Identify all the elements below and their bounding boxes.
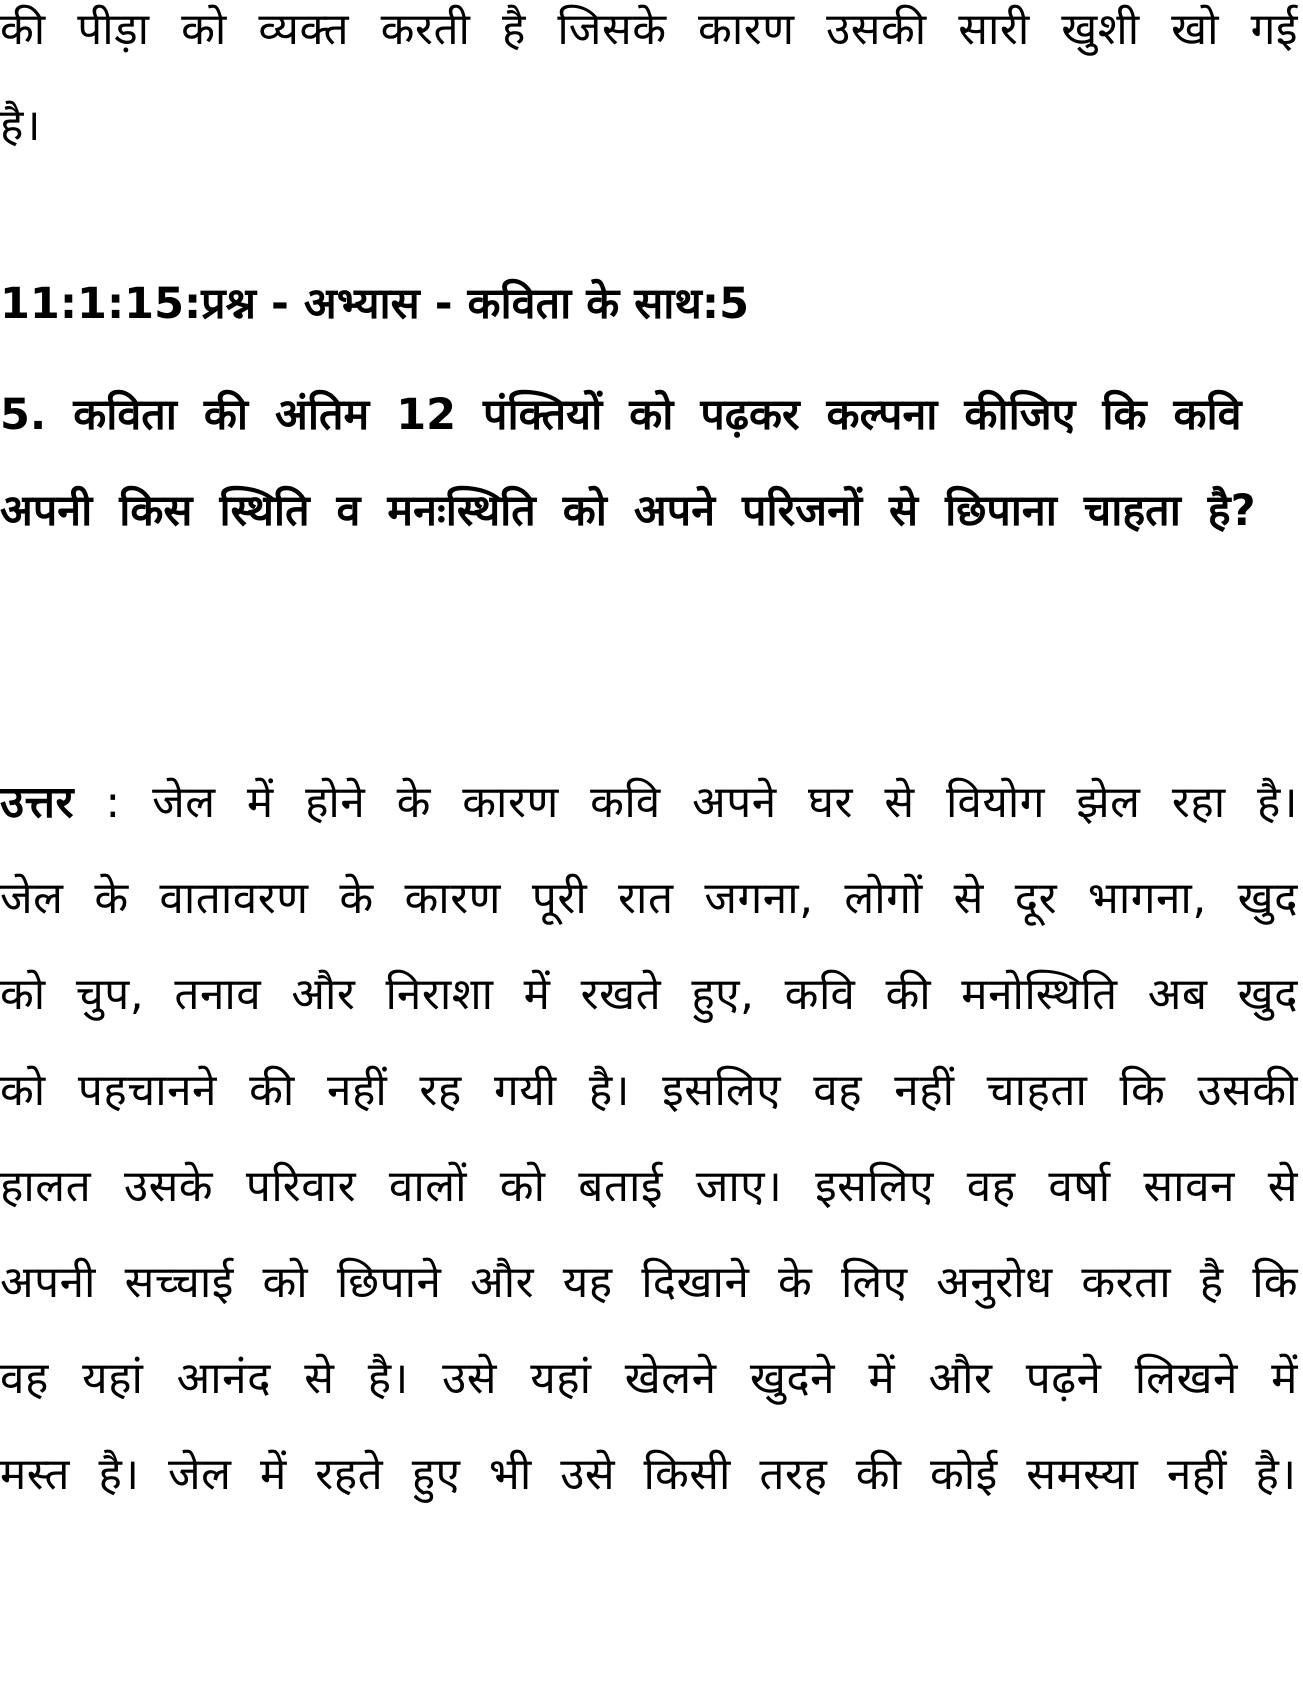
answer-separator: :	[74, 777, 153, 828]
intro-paragraph: की पीड़ा को व्यक्त करती है जिसके कारण उसकी सारी खुशी खो गई है।	[0, 4, 1298, 151]
answer-paragraph	[0, 755, 1298, 1523]
question-heading: 11:1:15:प्रश्न - अभ्यास - कविता के साथ:5	[0, 279, 749, 329]
question-text: 5. कविता की अंतिम 12 पंक्तियों को पढ़कर कल्पना कीजिए कि कवि अपनी किस स्थिति व मनःस्थिति को अपने परिजनों से छिपाना चाहता है?	[0, 390, 1256, 536]
answer-text: जेल में होने के कारण कवि अपने घर से वियोग झेल रहा है। जेल के वातावरण के कारण पूरी रात जगना, लोगों से दूर भागना, खुद को चुप, तनाव और निराशा में रखते हुए, कवि की मनोस्थिति अब खुद को पहचानने की नहीं रह गयी है। इसलिए वह नहीं चाहता कि उसकी हालत उसके परिवार वालों को बताई जाए। इसलिए वह वर्षा सावन से अपनी सच्चाई को छिपाने और यह दिखाने के लिए अनुरोध करता है कि वह यहां आनंद से है। उसे यहां खेलने खुदने में और पढ़ने लिखने में मस्त है। जेल में रहते हुए भी उसे किसी तरह की कोई समस्या नहीं है।	[0, 777, 1298, 1500]
answer-label: उत्तर	[0, 777, 75, 828]
